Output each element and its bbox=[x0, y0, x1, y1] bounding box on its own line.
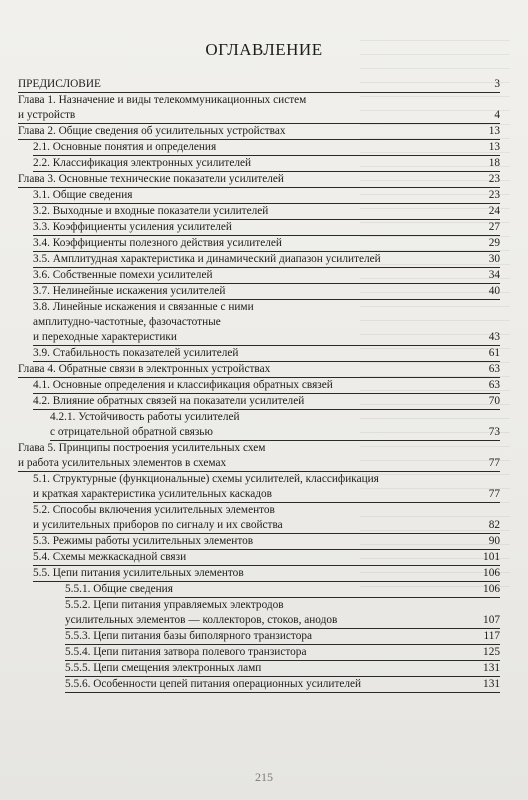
toc-entry-title: 3.4. Коэффициенты полезного действия усилителей bbox=[33, 237, 282, 249]
toc-entry-title: 5.4. Схемы межкаскадной связи bbox=[33, 551, 187, 563]
toc-entry-page: 3 bbox=[494, 78, 500, 90]
toc-entry-page: 77 bbox=[488, 488, 500, 500]
toc-entry-title: 3.1. Общие сведения bbox=[33, 189, 133, 201]
toc-entry-page: 34 bbox=[488, 269, 500, 281]
toc-entry-page: 106 bbox=[483, 583, 500, 595]
toc-entry bbox=[65, 598, 500, 629]
toc-entry-page: 29 bbox=[488, 237, 500, 249]
toc-entry bbox=[33, 220, 500, 236]
toc-entry-title: 5.5. Цепи питания усилительных элементов bbox=[33, 567, 244, 579]
toc-entry bbox=[18, 362, 500, 378]
toc-entry bbox=[33, 472, 500, 503]
toc-entry-title: 3.2. Выходные и входные показатели усилителей bbox=[33, 205, 269, 217]
toc-entry bbox=[50, 410, 500, 441]
toc-entry-page: 4 bbox=[494, 109, 500, 121]
toc-entry-title: 4.2. Влияние обратных связей на показатели усилителей bbox=[33, 395, 305, 407]
toc-entry bbox=[65, 629, 500, 645]
toc-entry bbox=[18, 172, 500, 188]
toc-entry bbox=[18, 93, 500, 124]
toc-entry bbox=[33, 378, 500, 394]
toc-entry-page: 131 bbox=[483, 678, 500, 690]
toc-entry-page: 24 bbox=[488, 205, 500, 217]
toc-entry-page: 77 bbox=[488, 457, 500, 469]
toc-entry-title: 3.6. Собственные помехи усилителей bbox=[33, 269, 213, 281]
toc-entry-title: 5.5.1. Общие сведения bbox=[65, 583, 173, 595]
toc-entry-page: 125 bbox=[483, 646, 500, 658]
toc-entry-page: 18 bbox=[488, 157, 500, 169]
toc-entry-title: 2.2. Классификация электронных усилителей bbox=[33, 157, 252, 169]
toc-entry-title: 4.1. Основные определения и классификация обратных связей bbox=[33, 379, 333, 391]
toc-entry bbox=[33, 394, 500, 410]
toc-entry-page: 82 bbox=[488, 519, 500, 531]
toc-entry bbox=[18, 77, 500, 93]
toc-entry-title: 5.5.5. Цепи смещения электронных ламп bbox=[65, 662, 262, 674]
toc-entry-title: 3.5. Амплитудная характеристика и динамический диапазон усилителей bbox=[33, 253, 381, 265]
toc-entry-page: 107 bbox=[483, 614, 500, 626]
toc-entry bbox=[33, 252, 500, 268]
toc-entry-page: 63 bbox=[488, 363, 500, 375]
toc-entry bbox=[33, 188, 500, 204]
toc-entry-page: 131 bbox=[483, 662, 500, 674]
toc-entry bbox=[33, 550, 500, 566]
toc-entry-page: 43 bbox=[488, 331, 500, 343]
toc-entry-title: 3.9. Стабильность показателей усилителей bbox=[33, 347, 239, 359]
toc-entry-title: 3.8. Линейные искажения и связанные с ними амплитудно-частотные, фазочастотные и переходные характеристики bbox=[33, 301, 254, 343]
toc-entry-title: 5.5.4. Цепи питания затвора полевого транзистора bbox=[65, 646, 307, 658]
toc-entry bbox=[33, 284, 500, 300]
toc-entry bbox=[33, 156, 500, 172]
toc-entry bbox=[33, 236, 500, 252]
toc-entry-page: 13 bbox=[488, 125, 500, 137]
toc-entry-title: Глава 4. Обратные связи в электронных устройствах bbox=[18, 363, 271, 375]
toc-entry-title: 5.5.6. Особенности цепей питания операционных усилителей bbox=[65, 678, 362, 690]
toc-entry-title: 3.7. Нелинейные искажения усилителей bbox=[33, 285, 226, 297]
toc-entry bbox=[18, 124, 500, 140]
toc-entry-page: 90 bbox=[488, 535, 500, 547]
toc-entry-title: 5.5.3. Цепи питания базы биполярного транзистора bbox=[65, 630, 313, 642]
toc-entry-title: 5.1. Структурные (функциональные) схемы усилителей, классификация и краткая характеристика усилительных каскадов bbox=[33, 473, 379, 500]
toc-entry bbox=[33, 300, 500, 346]
toc-entry-title: 5.3. Режимы работы усилительных элементов bbox=[33, 535, 254, 547]
toc-entry bbox=[33, 140, 500, 156]
toc-entry-page: 101 bbox=[483, 551, 500, 563]
toc-entry bbox=[65, 677, 500, 693]
toc-entry-page: 106 bbox=[483, 567, 500, 579]
toc-entry bbox=[18, 441, 500, 472]
toc-entry bbox=[65, 645, 500, 661]
toc-entry-page: 13 bbox=[488, 141, 500, 153]
toc-entry-page: 70 bbox=[488, 395, 500, 407]
toc-entry bbox=[33, 268, 500, 284]
toc-entry-title: 5.5.2. Цепи питания управляемых электродов усилительных элементов — коллекторов, стоков, анодов bbox=[65, 599, 338, 626]
toc-entry-title: 5.2. Способы включения усилительных элементов и усилительных приборов по сигналу и их свойства bbox=[33, 504, 283, 531]
toc-entry bbox=[33, 534, 500, 550]
toc-entry-title: Глава 5. Принципы построения усилительных схем и работа усилительных элементов в схемах bbox=[18, 442, 266, 469]
toc-entry-page: 63 bbox=[488, 379, 500, 391]
toc-entry bbox=[33, 346, 500, 362]
toc-entry bbox=[65, 661, 500, 677]
toc-entry-page: 73 bbox=[488, 426, 500, 438]
toc-entry-page: 61 bbox=[488, 347, 500, 359]
toc-entry-page: 30 bbox=[488, 253, 500, 265]
toc-entry-page: 117 bbox=[483, 630, 500, 642]
toc-entry-title: 3.3. Коэффициенты усиления усилителей bbox=[33, 221, 232, 233]
table-of-contents bbox=[18, 77, 500, 693]
toc-entry bbox=[33, 503, 500, 534]
toc-entry bbox=[33, 204, 500, 220]
toc-entry-page: 27 bbox=[488, 221, 500, 233]
toc-entry-page: 23 bbox=[488, 173, 500, 185]
toc-entry-title: ПРЕДИСЛОВИЕ bbox=[18, 78, 101, 90]
toc-entry bbox=[33, 566, 500, 582]
toc-entry-title: 2.1. Основные понятия и определения bbox=[33, 141, 217, 153]
toc-entry-page: 40 bbox=[488, 285, 500, 297]
page-title: ОГЛАВЛЕНИЕ bbox=[205, 40, 323, 59]
toc-entry-title: Глава 3. Основные технические показатели усилителей bbox=[18, 173, 284, 185]
toc-entry-page: 23 bbox=[488, 189, 500, 201]
toc-entry-title: Глава 1. Назначение и виды телекоммуникационных систем и устройств bbox=[18, 94, 307, 121]
page-number: 215 bbox=[255, 770, 273, 784]
toc-entry-title: 4.2.1. Устойчивость работы усилителей с отрицательной обратной связью bbox=[50, 411, 240, 438]
toc-entry-title: Глава 2. Общие сведения об усилительных устройствах bbox=[18, 125, 286, 137]
toc-entry bbox=[65, 582, 500, 598]
